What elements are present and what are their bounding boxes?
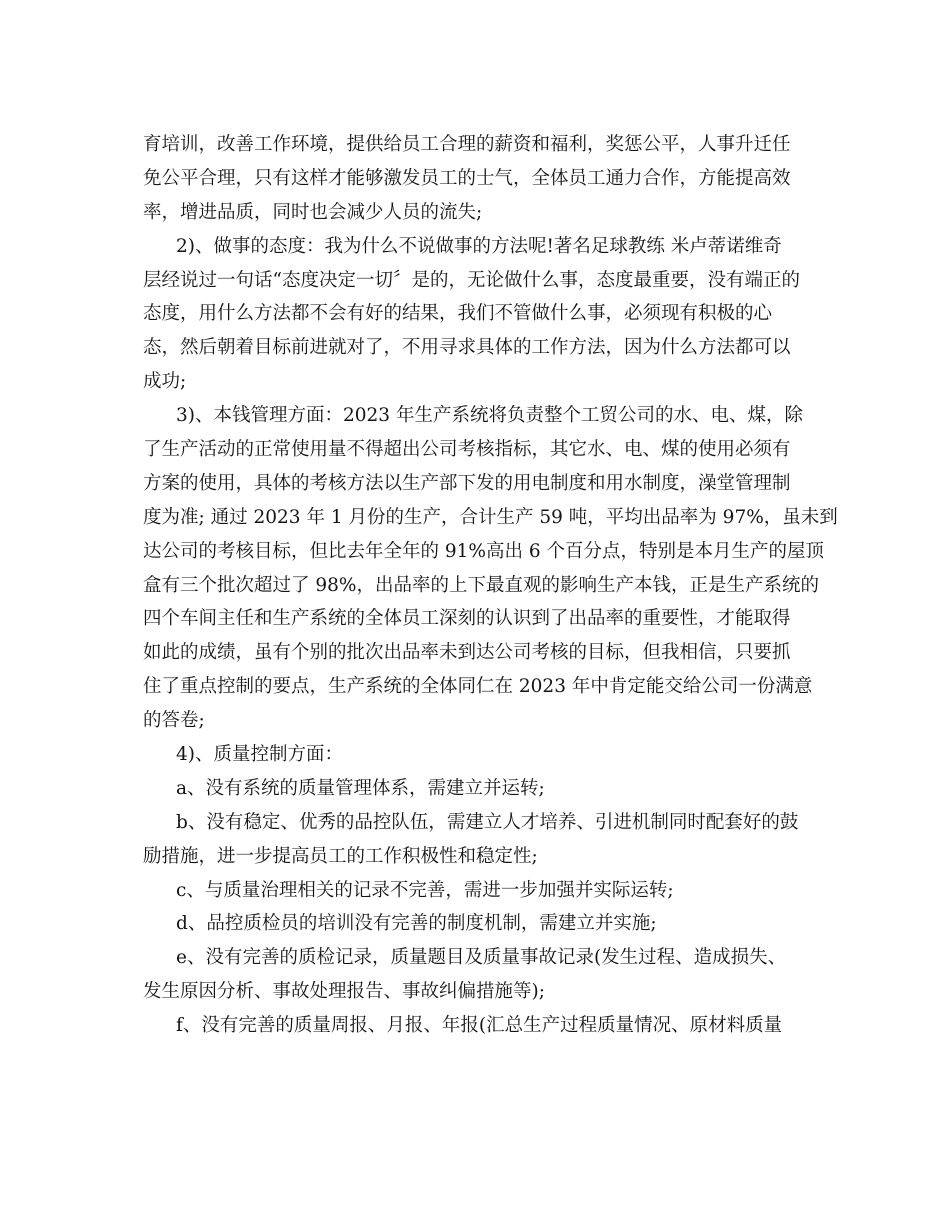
- paragraph-start-line: 4)、质量控制方面：: [176, 744, 343, 766]
- text-line: 率，增进品质，同时也会减少人员的流失;: [143, 201, 483, 223]
- text-line: 四个车间主任和生产系统的全体员工深刻的认识到了出品率的重要性，才能取得: [143, 608, 791, 630]
- paragraph-start-line: 2)、做事的态度：我为什么不说做事的方法呢!著名足球教练 米卢蒂诺维奇: [176, 235, 782, 257]
- text-line: 态度，用什么方法都不会有好的结果，我们不管做什么事，必须现有积极的心: [143, 303, 773, 325]
- text-line: 达公司的考核目标，但比去年全年的 91%高出 6 个百分点，特别是本月生产的屋顶: [143, 540, 825, 562]
- document-page: [143, 128, 838, 1043]
- paragraph-start-line: b、没有稳定、优秀的品控队伍，需建立人才培养、引进机制同时配套好的鼓: [176, 811, 799, 833]
- text-line: 住了重点控制的要点，生产系统的全体同仁在 2023 年中肯定能交给公司一份满意: [143, 676, 813, 698]
- text-line: 育培训，改善工作环境，提供给员工合理的薪资和福利，奖惩公平，人事升迁任: [143, 134, 791, 155]
- paragraph-start-line: c、与质量治理相关的记录不完善，需进一步加强并实际运转;: [176, 879, 674, 901]
- text-line: 励措施，进一步提高员工的工作积极性和稳定性;: [143, 845, 538, 867]
- paragraph-start-line: e、没有完善的质检记录，质量题目及质量事故记录(发生过程、造成损失、: [176, 947, 787, 969]
- paragraph-start-line: f、没有完善的质量周报、月报、年报(汇总生产过程质量情况、原材料质量: [176, 1015, 783, 1037]
- text-line: 方案的使用，具体的考核方法以生产部下发的用电制度和用水制度，澡堂管理制: [143, 472, 791, 494]
- text-line: 免公平合理，只有这样才能够激发员工的士气，全体员工通力合作，方能提高效: [143, 167, 791, 189]
- paragraph-start-line: a、没有系统的质量管理体系，需建立并运转;: [176, 777, 545, 799]
- paragraph-start-line: 3)、本钱管理方面：2023 年生产系统将负责整个工贸公司的水、电、煤，除: [176, 405, 803, 427]
- paragraph-start-line: d、品控质检员的培训没有完善的制度机制，需建立并实施;: [176, 913, 657, 935]
- text-line: 盒有三个批次超过了 98%，出品率的上下最直观的影响生产本钱，正是生产系统的: [143, 574, 820, 596]
- text-line: 度为准; 通过 2023 年 1 月份的生产，合计生产 59 吨，平均出品率为 97%，虽未到: [143, 506, 838, 528]
- text-line: 成功;: [143, 371, 187, 393]
- text-line: 态，然后朝着目标前进就对了，不用寻求具体的工作方法，因为什么方法都可以: [143, 337, 791, 359]
- text-line: 层经说过一句话“态度决定一切〞是的，无论做什么事，态度最重要，没有端正的: [143, 269, 800, 291]
- text-line: 如此的成绩，虽有个别的批次出品率未到达公司考核的目标，但我相信，只要抓: [143, 642, 791, 664]
- text-line: 的答卷;: [143, 710, 205, 732]
- text-line: 发生原因分析、事故处理报告、事故纠偏措施等);: [143, 981, 545, 1003]
- text-line: 了生产活动的正常使用量不得超出公司考核指标，其它水、电、煤的使用必须有: [143, 439, 791, 461]
